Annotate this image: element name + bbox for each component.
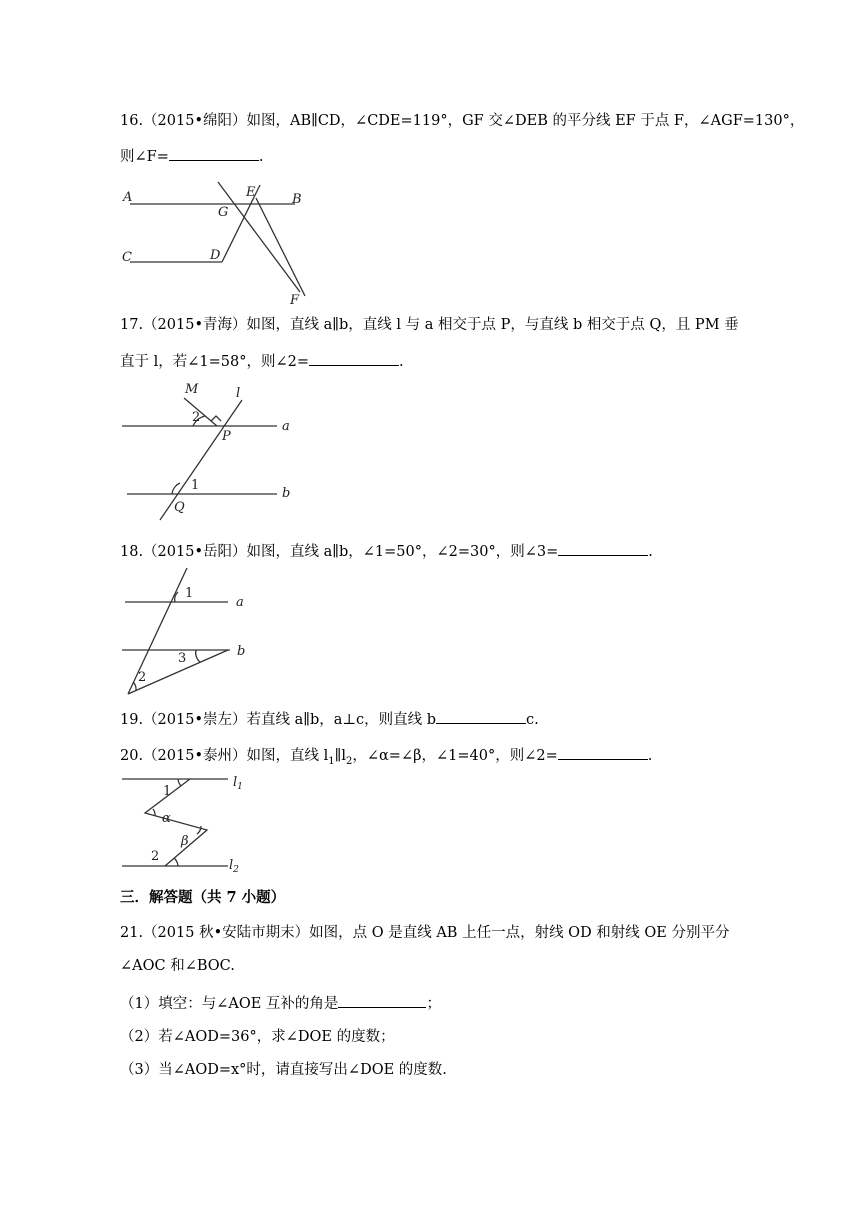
label-angle-2: 2 xyxy=(151,849,160,864)
q20-prefix: 20.（2015•泰州）如图，直线 l xyxy=(120,748,329,764)
label-Q: Q xyxy=(174,500,185,515)
section-title: 三．解答题（共 7 小题） xyxy=(120,889,286,906)
answer-blank xyxy=(338,992,426,1008)
label-B: B xyxy=(292,192,302,207)
q21-part1-suffix: ； xyxy=(426,996,441,1012)
label-P: P xyxy=(222,429,231,444)
q16-suffix: . xyxy=(258,149,264,165)
q21-part1-prefix: （1）填空：与∠AOE 互补的角是 xyxy=(120,996,339,1012)
label-angle-1: 1 xyxy=(163,784,172,799)
q21-part1 xyxy=(120,992,441,1014)
label-l1: $l_1$ xyxy=(233,775,243,792)
label-beta: β xyxy=(181,834,189,849)
q20-sub2: 2 xyxy=(345,755,353,767)
label-D: D xyxy=(210,248,221,263)
label-M: M xyxy=(185,382,199,397)
label-angle-1: 1 xyxy=(191,478,200,493)
label-F: F xyxy=(290,293,300,308)
q19-suffix: c. xyxy=(526,712,539,728)
label-angle-1: 1 xyxy=(185,586,194,601)
label-A: A xyxy=(123,190,133,205)
q20-rest: ，∠α=∠β，∠1=40°，则∠2= xyxy=(352,748,558,764)
label-angle-3: 3 xyxy=(178,651,187,666)
label-b: b xyxy=(282,486,291,501)
label-b: b xyxy=(237,644,246,659)
label-l2: $l_2$ xyxy=(229,858,239,875)
q17-suffix: . xyxy=(399,354,404,370)
q16-prefix: 则∠F= xyxy=(120,149,169,165)
q21-line2: ∠AOC 和∠BOC. xyxy=(120,958,235,974)
label-G: G xyxy=(218,205,229,220)
label-angle-2: 2 xyxy=(138,670,147,685)
q17-prefix: 直于 l，若∠1=58°，则∠2= xyxy=(120,354,309,370)
q21-part3: （3）当∠AOD=x°时，请直接写出∠DOE 的度数. xyxy=(120,1062,447,1078)
q16-line1: 16.（2015•绵阳）如图，AB∥CD，∠CDE=119°，GF 交∠DEB 的平分线 EF 于点 F，∠AGF=130°， xyxy=(120,113,805,129)
label-l: l xyxy=(236,386,241,401)
q17-line1: 17.（2015•青海）如图，直线 a∥b，直线 l 与 a 相交于点 P，与直线 b 相交于点 Q，且 PM 垂 xyxy=(120,317,739,333)
q20-mid: ∥l xyxy=(334,748,346,764)
label-a: a xyxy=(236,595,244,610)
label-angle-2: 2 xyxy=(192,410,201,425)
label-C: C xyxy=(122,250,132,265)
q18-prefix: 18.（2015•岳阳）如图，直线 a∥b，∠1=50°，∠2=30°，则∠3= xyxy=(120,544,559,560)
q21-line1: 21.（2015 秋•安陆市期末）如图，点 O 是直线 AB 上任一点，射线 OD 和射线 OE 分别平分 xyxy=(120,925,730,941)
label-a: a xyxy=(282,419,290,434)
label-E: E xyxy=(246,185,256,200)
q20-sub1: 1 xyxy=(328,755,335,767)
q18-suffix: . xyxy=(648,544,653,560)
label-alpha: α xyxy=(162,811,171,826)
q20-suffix: . xyxy=(647,748,653,764)
q21-part2: （2）若∠AOD=36°，求∠DOE 的度数； xyxy=(120,1029,395,1045)
q19-prefix: 19.（2015•崇左）若直线 a∥b，a⊥c，则直线 b xyxy=(120,712,437,728)
